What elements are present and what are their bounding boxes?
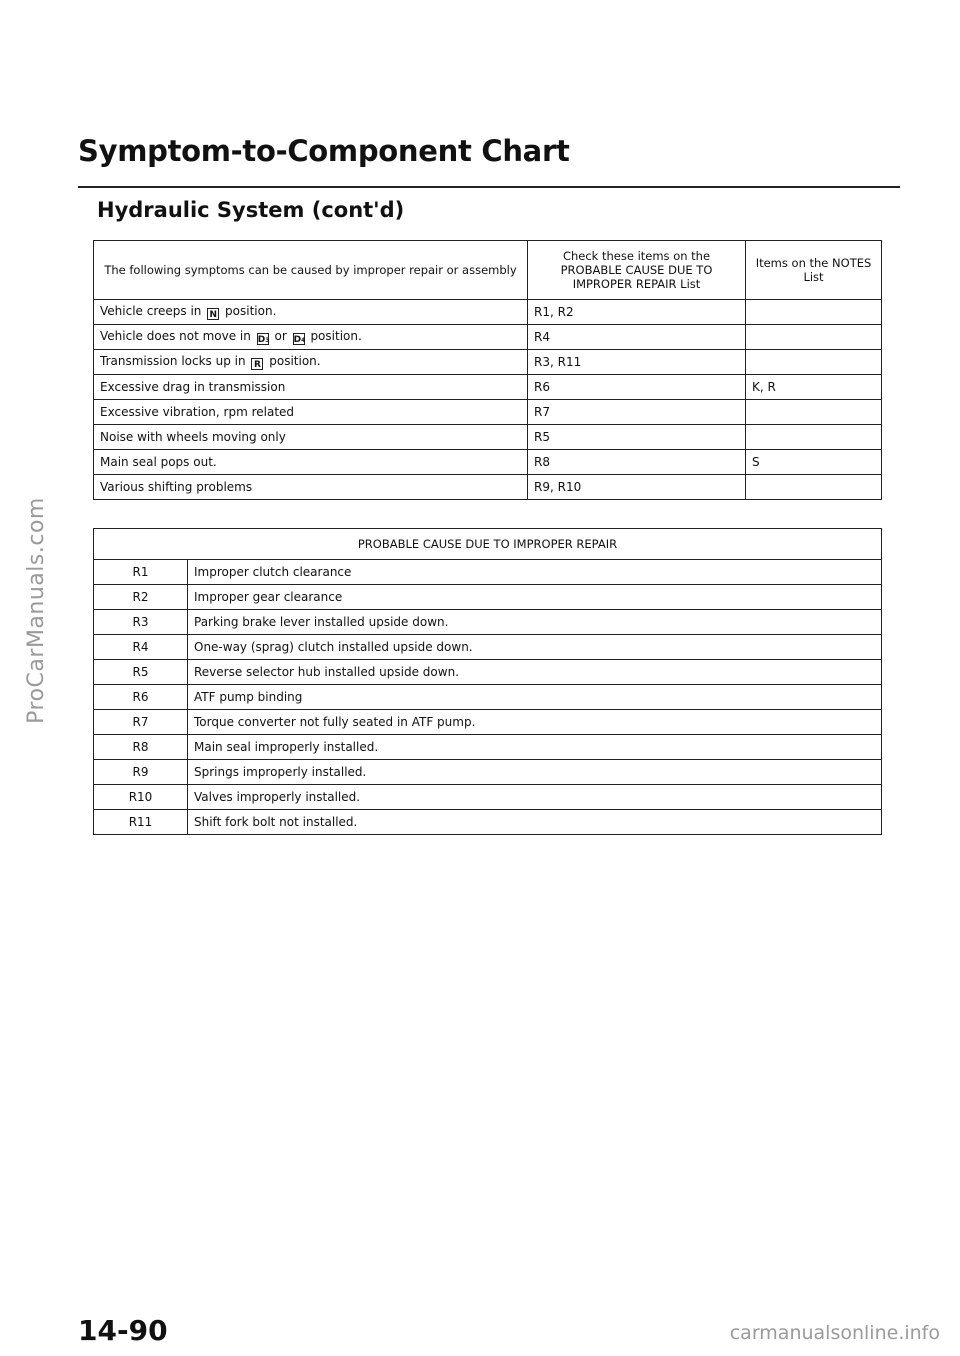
cause-code: R9 [94,760,188,785]
symptom-table-header-row [94,241,882,300]
probable-cause-table [93,528,882,835]
cause-description: Improper clutch clearance [188,560,882,585]
symptom-cell [94,475,528,500]
symptom-cell [94,350,528,375]
notes-cell [746,400,882,425]
cause-description: Main seal improperly installed. [188,735,882,760]
symptom-row [94,375,882,400]
cause-description: Springs improperly installed. [188,760,882,785]
notes-cell [746,300,882,325]
side-watermark [16,400,56,820]
symptom-cell [94,450,528,475]
symptom-row [94,475,882,500]
probable-cause-cell: R1, R2 [528,300,746,325]
symptom-text: Various shifting problems [100,480,253,494]
symptom-text: Noise with wheels moving only [100,430,286,444]
side-watermark-text: ProCarManuals.com [23,496,49,724]
cause-table-title: PROBABLE CAUSE DUE TO IMPROPER REPAIR [94,529,882,560]
cause-row [94,660,882,685]
cause-row [94,760,882,785]
cause-description: Torque converter not fully seated in ATF pump. [188,710,882,735]
cause-code: R4 [94,635,188,660]
symptom-cell [94,375,528,400]
notes-cell: S [746,450,882,475]
symptom-row [94,450,882,475]
symptom-cell [94,425,528,450]
probable-cause-header: Check these items on the PROBABLE CAUSE DUE TO IMPROPER REPAIR List [528,241,746,300]
cause-description: ATF pump binding [188,685,882,710]
symptom-text-end: position. [265,354,321,368]
symptom-header: The following symptoms can be caused by improper repair or assembly [94,241,528,300]
cause-row [94,560,882,585]
symptom-text: Transmission locks up in [100,354,246,368]
gear-position-label: N [209,310,217,320]
cause-row [94,585,882,610]
cause-row [94,810,882,835]
cause-code: R8 [94,735,188,760]
cause-code: R3 [94,610,188,635]
gear-position-label: D3 [257,335,270,345]
cause-description: Improper gear clearance [188,585,882,610]
symptom-cell [94,400,528,425]
cause-row [94,785,882,810]
cause-code: R11 [94,810,188,835]
cause-row [94,635,882,660]
symptom-text: Vehicle does not move in [100,329,251,343]
cause-code: R6 [94,685,188,710]
probable-cause-cell: R8 [528,450,746,475]
cause-description: One-way (sprag) clutch installed upside down. [188,635,882,660]
cause-description: Valves improperly installed. [188,785,882,810]
cause-code: R1 [94,560,188,585]
symptom-text: Excessive vibration, rpm related [100,405,295,419]
probable-cause-cell: R5 [528,425,746,450]
cause-row [94,710,882,735]
gear-position-r-icon [251,358,263,370]
symptom-text: Vehicle creeps in [100,304,202,318]
notes-header: Items on the NOTES List [746,241,882,300]
symptom-text-end: position. [306,329,362,343]
cause-code: R10 [94,785,188,810]
symptom-row [94,300,882,325]
page-number: 14-90 [78,1314,168,1347]
notes-cell [746,350,882,375]
gear-position-label: D4 [293,335,306,345]
symptom-table [93,240,882,500]
gear-position-n-icon [207,308,219,320]
notes-cell: K, R [746,375,882,400]
cause-row [94,685,882,710]
symptom-row [94,350,882,375]
page-title: Symptom-to-Component Chart [78,134,570,168]
symptom-cell [94,300,528,325]
bottom-watermark: carmanualsonline.info [729,1322,940,1344]
notes-cell [746,325,882,350]
symptom-text-or: or [270,329,287,343]
symptom-text-end: position. [221,304,277,318]
symptom-row [94,425,882,450]
probable-cause-cell: R3, R11 [528,350,746,375]
cause-row [94,610,882,635]
gear-position-d3-icon [257,333,269,345]
symptom-row [94,400,882,425]
gear-position-d4-icon [293,333,305,345]
cause-code: R2 [94,585,188,610]
gear-position-label: R [253,360,261,370]
cause-description: Shift fork bolt not installed. [188,810,882,835]
probable-cause-cell: R7 [528,400,746,425]
title-divider [78,186,900,188]
cause-table-header-row [94,529,882,560]
symptom-cell [94,325,528,350]
cause-code: R5 [94,660,188,685]
section-title: Hydraulic System (cont'd) [97,198,405,222]
probable-cause-cell: R6 [528,375,746,400]
symptom-text: Excessive drag in transmission [100,380,286,394]
symptom-text: Main seal pops out. [100,455,217,469]
cause-row [94,735,882,760]
cause-code: R7 [94,710,188,735]
symptom-row [94,325,882,350]
probable-cause-cell: R9, R10 [528,475,746,500]
notes-cell [746,475,882,500]
cause-description: Reverse selector hub installed upside down. [188,660,882,685]
cause-description: Parking brake lever installed upside down. [188,610,882,635]
notes-cell [746,425,882,450]
probable-cause-cell: R4 [528,325,746,350]
